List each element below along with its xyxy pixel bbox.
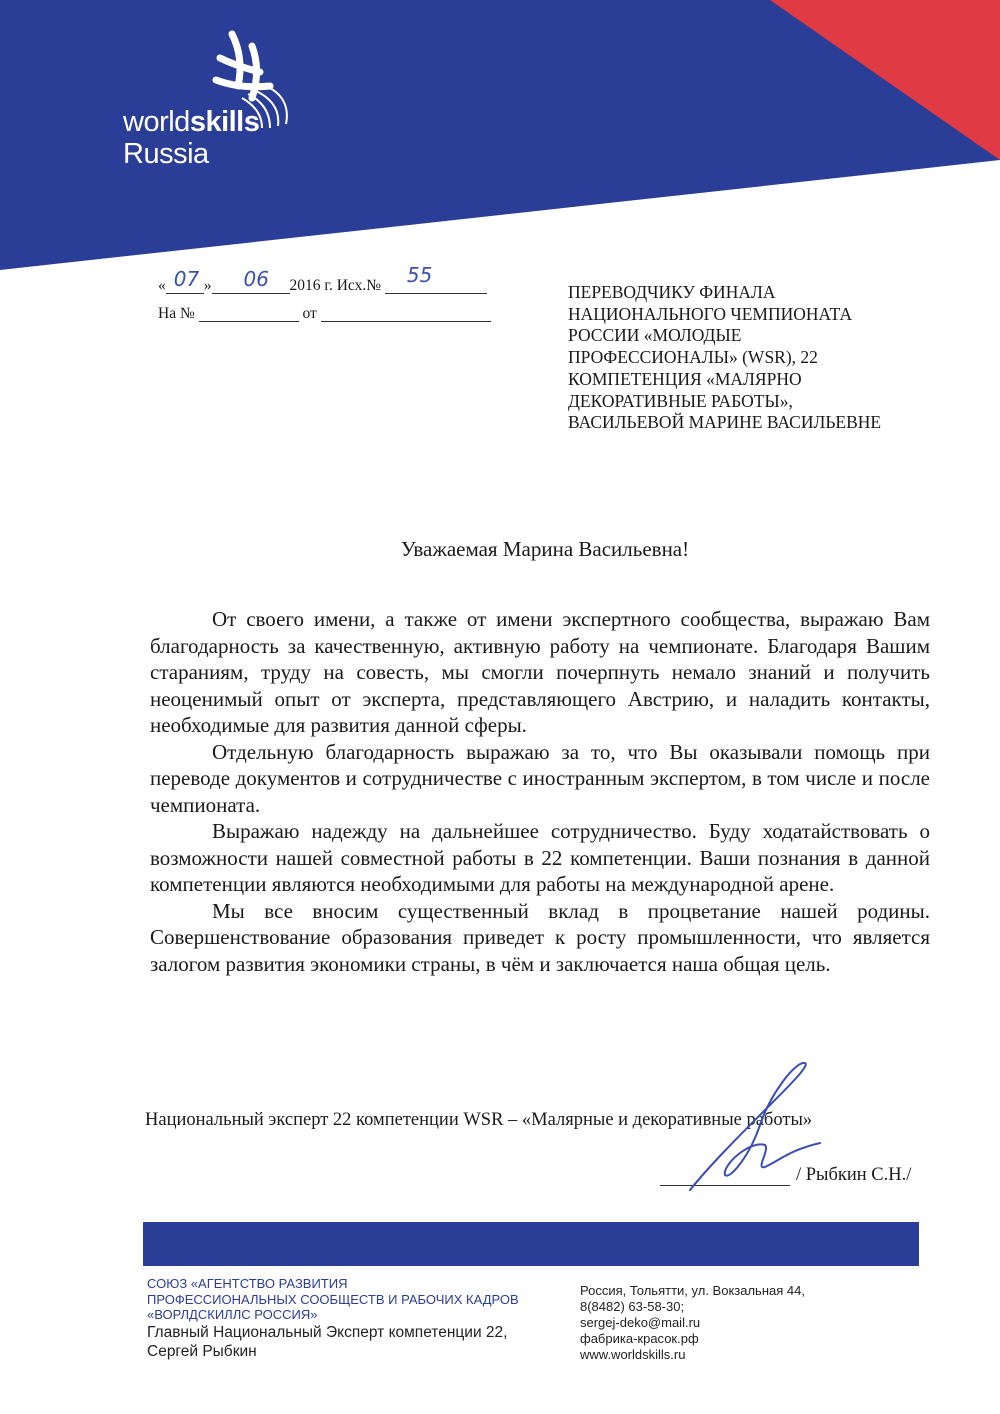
logo-wordmark-line2: Russia <box>123 138 209 170</box>
outgoing-number-line <box>158 262 487 294</box>
handwritten-month: 06 <box>243 266 269 291</box>
addressee-line: НАЦИОНАЛЬНОГО ЧЕМПИОНАТА <box>568 303 853 324</box>
footer-contacts <box>580 1283 840 1363</box>
year-and-number-label: 2016 г. Исх.№ <box>289 277 382 294</box>
ref-number-field <box>199 307 299 322</box>
footer-bar <box>143 1222 919 1266</box>
contact-website: www.worldskills.ru <box>580 1347 686 1362</box>
person-line: Сергей Рыбкин <box>147 1342 257 1360</box>
org-line: «ВОРЛДСКИЛЛС РОССИЯ» <box>147 1307 318 1322</box>
addressee-line: ПРОФЕССИОНАЛЫ» (WSR), 22 <box>568 347 818 368</box>
addressee-line: КОМПЕТЕНЦИЯ «МАЛЯРНО <box>568 368 802 389</box>
body-paragraph: От своего имени, а также от имени экспертного сообщества, выражаю Вам благодарность за качественную, активную работу на чемпионате. Благодаря Вашим стараниям, труду на совесть, мы смогли почерпнуть немало знаний и получить неоценимый опыт от эксперта, представляющего Австрию, и наладить контакты, необходимые для развития данной сферы. <box>150 607 930 737</box>
day-field <box>166 266 204 294</box>
letter-body <box>150 606 930 977</box>
open-quote: « <box>158 277 166 294</box>
org-line: ПРОФЕССИОНАЛЬНЫХ СООБЩЕСТВ И РАБОЧИХ КАДРОВ <box>147 1291 519 1307</box>
person-line: Главный Национальный Эксперт компетенции 22, <box>147 1323 508 1341</box>
out-number-field <box>385 262 487 294</box>
logo-wordmark-line1: worldskills <box>123 106 260 138</box>
addressee-line: ВАСИЛЬЕВОЙ МАРИНЕ ВАСИЛЬЕВНЕ <box>568 412 882 433</box>
addressee-block <box>568 282 928 434</box>
body-paragraph: Выражаю надежду на дальнейшее сотрудничество. Буду ходатайствовать о возможности нашей совместной работы в 22 компетенции. Ваши познания в данной компетенции являются необходимыми для работы на международной арене. <box>150 819 930 896</box>
contact-email: sergej-deko@mail.ru <box>580 1315 701 1330</box>
contact-site: фабрика-красок.рф <box>580 1331 699 1346</box>
body-paragraph: Отдельную благодарность выражаю за то, что Вы оказывали помощь при переводе документов и сотрудничестве с иностранным экспертом, в том числе и после чемпионата. <box>150 739 930 817</box>
close-quote: » <box>203 277 212 294</box>
ref-date-field <box>321 307 491 322</box>
signer-name: / Рыбкин С.Н./ <box>796 1165 912 1185</box>
addressee-line: РОССИИ «МОЛОДЫЕ <box>568 325 742 346</box>
footer-organization <box>147 1276 567 1361</box>
body-paragraph: Мы все вносим существенный вклад в процветание нашей родины. Совершенствование образования приведет к росту промышленности, что является залогом развития экономики страны, в чём и заключается наша общая цель. <box>150 898 930 976</box>
month-field <box>212 266 290 294</box>
handwritten-day: 07 <box>173 266 200 291</box>
addressee-line: ДЕКОРАТИВНЫЕ РАБОТЫ», <box>568 390 793 411</box>
handwritten-signature-icon <box>670 1055 830 1195</box>
signer-position: Национальный эксперт 22 компетенции WSR – «Малярные и декоративные работы» <box>145 1110 813 1130</box>
org-line: СОЮЗ «АГЕНТСТВО РАЗВИТИЯ <box>147 1276 348 1291</box>
incoming-ref-line <box>158 306 491 322</box>
salutation: Уважаемая Марина Васильевна! <box>400 537 690 561</box>
contact-address: Россия, Тольятти, ул. Вокзальная 44, <box>580 1283 805 1298</box>
ot-label: от <box>302 305 317 322</box>
handwritten-out-number: 55 <box>406 262 433 287</box>
contact-phone: 8(8482) 63-58-30; <box>580 1299 685 1314</box>
na-label: На № <box>158 305 195 322</box>
addressee-line: ПЕРЕВОДЧИКУ ФИНАЛА <box>568 282 776 302</box>
